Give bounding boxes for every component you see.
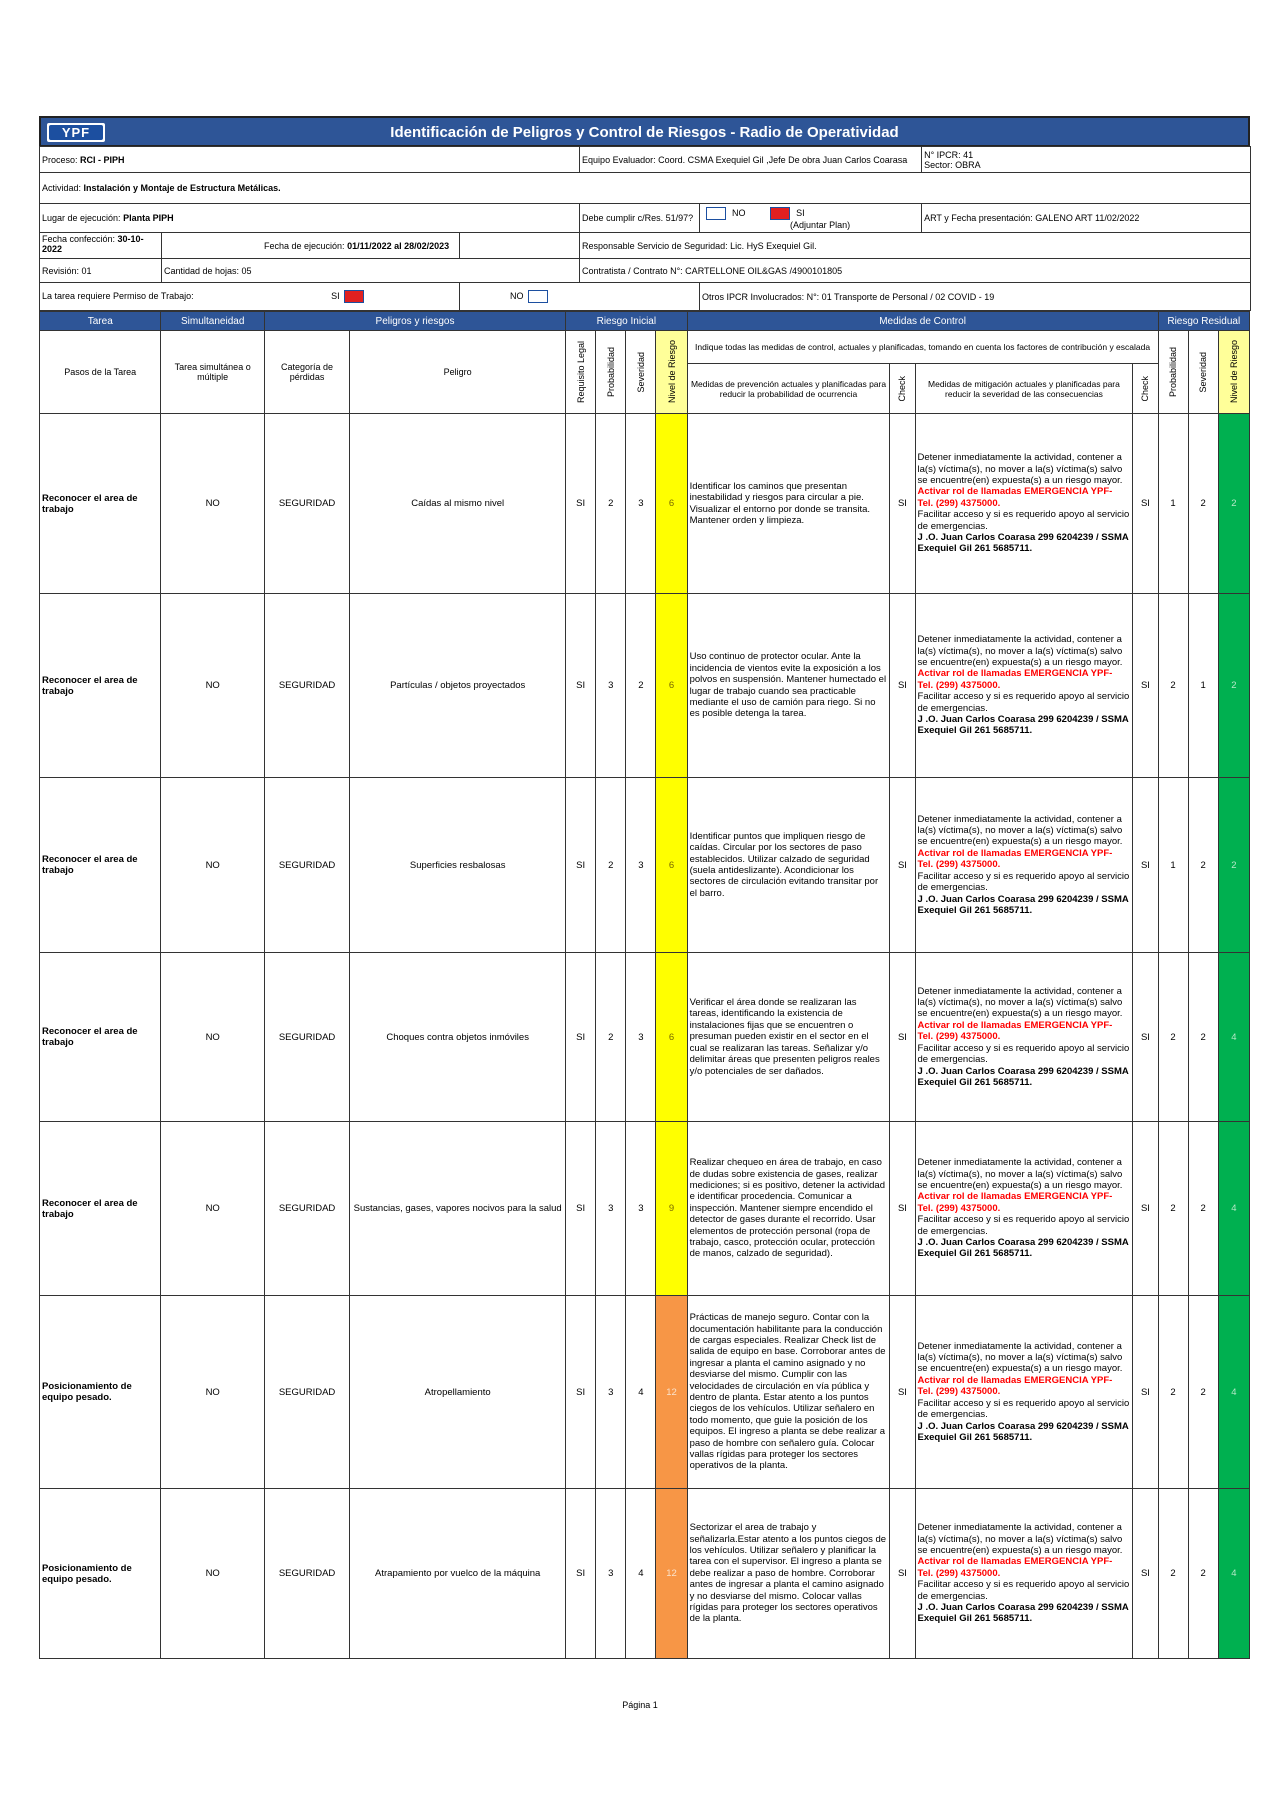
check-prevencion: SI	[890, 1122, 915, 1296]
peligro-value: Atropellamiento	[350, 1296, 566, 1489]
fecha-ejecucion-value: 01/11/2022 al 28/02/2023	[347, 240, 450, 251]
col-res-nivel	[1218, 331, 1249, 414]
probabilidad-value: 2	[596, 778, 626, 953]
risk-rows	[40, 414, 1250, 1659]
col-requisito-label: Requisito Legal	[575, 340, 586, 404]
permiso-no-label: NO	[510, 290, 524, 301]
residual-probabilidad: 2	[1158, 1122, 1188, 1296]
nivel-riesgo-value: 9	[656, 1122, 687, 1296]
risk-table	[39, 311, 1250, 1659]
table-row	[40, 594, 1250, 778]
col-nivel-label: Nivel de Riesgo	[666, 340, 677, 404]
mitigacion-contacts: J .O. Juan Carlos Coarasa 299 6204239 / SSMA Exequiel Gil 261 5685711.	[917, 893, 1129, 916]
mitigacion-text	[915, 594, 1133, 778]
art-fecha: ART y Fecha presentación: GALENO ART 11/02/2022	[922, 204, 1251, 233]
info-table	[39, 146, 1251, 311]
contratista: Contratista / Contrato N°: CARTELLONE OIL&GAS /4900101805	[580, 259, 1251, 283]
lugar-value: Planta PIPH	[123, 213, 174, 223]
col-res-probabilidad-label: Probabilidad	[1168, 346, 1179, 398]
check-prevencion: SI	[890, 953, 915, 1122]
mitigacion-contacts: J .O. Juan Carlos Coarasa 299 6204239 / SSMA Exequiel Gil 261 5685711.	[917, 714, 1129, 737]
no-checkbox[interactable]	[706, 207, 726, 220]
group-simultaneidad: Simultaneidad	[161, 312, 264, 331]
severidad-value: 4	[626, 1296, 656, 1489]
mitigacion-emergency: Activar rol de llamadas EMERGENCIA YPF- Tel. (299) 4375000.	[917, 486, 1113, 509]
group-header-row	[40, 312, 1250, 331]
check-prevencion: SI	[890, 594, 915, 778]
mitigacion-contacts: J .O. Juan Carlos Coarasa 299 6204239 / SSMA Exequiel Gil 261 5685711.	[917, 532, 1129, 555]
prevencion-text: Realizar chequeo en área de trabajo, en caso de dudas sobre existencia de gases, realizar mediciones; si es positivo, detener la actividad e identificar procedencia. Comunicar a inspección. Mantener siempre encendido el detector de gases durante el recorrido. Usar elementos de protección personal (ropa de trabajo, casco, protección ocular, protección de manos, calzado de seguridad).	[687, 1122, 890, 1296]
mitigacion-part3: Facilitar acceso y si es requerido apoyo al servicio de emergencias.	[917, 870, 1130, 894]
empty-cell	[460, 233, 580, 259]
fecha-ejecucion-label: Fecha de ejecución:	[264, 240, 348, 251]
prevencion-text: Sectorizar el area de trabajo y señalizarla.Estar atento a los puntos ciegos de los vehículos. Utilizar señalero y planificar la tarea con el supervisor. El ingreso a planta se debe realizar a paso de hombre. Corroborar antes de ingresar a planta el camino asignado y no desviarse del mismo. Colocar vallas rígidas para proteger los sectores operativos de la planta.	[687, 1489, 890, 1659]
equipo-evaluador: Equipo Evaluador: Coord. CSMA Exequiel Gil ,Jefe De obra Juan Carlos Coarasa	[580, 147, 922, 173]
residual-severidad: 2	[1188, 414, 1218, 594]
peligro-value: Caídas al mismo nivel	[350, 414, 566, 594]
nivel-riesgo-value: 12	[656, 1489, 687, 1659]
no-label: NO	[732, 207, 746, 218]
col-severidad	[626, 331, 656, 414]
col-peligro: Peligro	[350, 331, 566, 414]
check-mitigacion: SI	[1133, 778, 1158, 953]
task-step: Reconocer el area de trabajo	[40, 1122, 161, 1296]
nivel-riesgo-value: 6	[656, 594, 687, 778]
requisito-value: SI	[566, 1296, 596, 1489]
group-riesgo-residual: Riesgo Residual	[1158, 312, 1249, 331]
title-bar	[39, 116, 1250, 146]
col-prevencion: Medidas de prevención actuales y planificadas para reducir la probabilidad de ocurrencia	[687, 364, 890, 414]
debe-cumplir-label: Debe cumplir c/Res. 51/97?	[580, 204, 700, 233]
table-row	[40, 1122, 1250, 1296]
requisito-value: SI	[566, 778, 596, 953]
group-peligros: Peligros y riesgos	[264, 312, 565, 331]
residual-severidad: 1	[1188, 594, 1218, 778]
col-res-probabilidad	[1158, 331, 1188, 414]
residual-nivel: 2	[1218, 778, 1249, 953]
group-tarea: Tarea	[40, 312, 161, 331]
page-title: Identificación de Peligros y Control de Riesgos - Radio de Operatividad	[390, 124, 899, 141]
col-requisito	[566, 331, 596, 414]
check-mitigacion: SI	[1133, 953, 1158, 1122]
prevencion-text: Identificar puntos que impliquen riesgo de caídas. Circular por los sectores de paso establecidos. Utilizar calzado de seguridad (suela antideslizante). Acondicionar los sectores de circulación evitando transitar por el barro.	[687, 778, 890, 953]
ypf-logo-text: YPF	[49, 125, 103, 140]
ipcr-sector-cell	[922, 147, 1251, 173]
categoria-value: SEGURIDAD	[264, 594, 349, 778]
simultanea-value: NO	[161, 1296, 264, 1489]
check-prevencion: SI	[890, 778, 915, 953]
prevencion-text: Identificar los caminos que presentan inestabilidad y riesgos para circular a pie. Visualizar el entorno por donde se transita. Mantener orden y limpieza.	[687, 414, 890, 594]
check-prevencion: SI	[890, 1296, 915, 1489]
mitigacion-emergency: Activar rol de llamadas EMERGENCIA YPF- Tel. (299) 4375000.	[917, 1019, 1113, 1043]
col-check1	[890, 364, 915, 414]
mitigacion-part3: Facilitar acceso y si es requerido apoyo al servicio de emergencias.	[917, 691, 1130, 714]
nivel-riesgo-value: 6	[656, 778, 687, 953]
severidad-value: 4	[626, 1489, 656, 1659]
mitigacion-part1: Detener inmediatamente la actividad, contener a la(s) víctima(s), no mover a la(s) víctima(s) salvo se encuentre(en) expuesta(s) a un riesgo mayor.	[917, 1522, 1123, 1556]
prevencion-text: Prácticas de manejo seguro. Contar con la documentación habilitante para la conducción de cargas especiales. Realizar Check list de salida de equipo en base. Corroborar antes de ingresar a planta el camino asignado y no desviarse del mismo. Cumplir con las velocidades de circulación en vía pública y dentro de planta. Estar atento a los puntos ciegos de los vehículos. Utilizar señalero en todo momento, que guie la posición de los equipos. El ingreso a planta se debe realizar a paso de hombre con señalero guía. Colocar vallas rígidas para proteger los sectores operativos de la planta.	[687, 1296, 890, 1489]
mitigacion-contacts: J .O. Juan Carlos Coarasa 299 6204239 / SSMA Exequiel Gil 261 5685711.	[917, 1237, 1129, 1260]
residual-nivel: 4	[1218, 953, 1249, 1122]
severidad-value: 3	[626, 414, 656, 594]
categoria-value: SEGURIDAD	[264, 1489, 349, 1659]
col-simultanea: Tarea simultánea o múltiple	[161, 331, 264, 414]
table-row	[40, 953, 1250, 1122]
fecha-confeccion-label: Fecha confección:	[42, 234, 118, 244]
requisito-value: SI	[566, 414, 596, 594]
residual-probabilidad: 2	[1158, 953, 1188, 1122]
group-medidas: Medidas de Control	[687, 312, 1158, 331]
mitigacion-text	[915, 1296, 1133, 1489]
severidad-value: 3	[626, 953, 656, 1122]
col-res-severidad-label: Severidad	[1198, 351, 1209, 393]
requisito-value: SI	[566, 594, 596, 778]
task-step: Reconocer el area de trabajo	[40, 953, 161, 1122]
mitigacion-contacts: J .O. Juan Carlos Coarasa 299 6204239 / SSMA Exequiel Gil 261 5685711.	[917, 1420, 1129, 1443]
ipcr-number: N° IPCR: 41	[924, 149, 974, 160]
task-step: Reconocer el area de trabajo	[40, 594, 161, 778]
task-step: Reconocer el area de trabajo	[40, 778, 161, 953]
severidad-value: 3	[626, 778, 656, 953]
task-step: Posicionamiento de equipo pesado.	[40, 1489, 161, 1659]
residual-severidad: 2	[1188, 1296, 1218, 1489]
actividad-value: Instalación y Montaje de Estructura Metálicas.	[83, 183, 281, 193]
check-mitigacion: SI	[1133, 414, 1158, 594]
probabilidad-value: 3	[596, 594, 626, 778]
col-check2-label: Check	[1140, 375, 1151, 402]
cantidad-hojas: Cantidad de hojas: 05	[162, 259, 580, 283]
permiso-si-label: SI	[331, 290, 340, 301]
probabilidad-value: 3	[596, 1296, 626, 1489]
mitigacion-text	[915, 1489, 1133, 1659]
peligro-value: Partículas / objetos proyectados	[350, 594, 566, 778]
prevencion-text: Verificar el área donde se realizaran las tareas, identificando la existencia de instalaciones fijas que se encuentren o presuman pueden existir en el sector en el cual se realizaran las tareas. Señalizar y/o delimitar áreas que presenten peligros reales y/o potenciales de ser dañados.	[687, 953, 890, 1122]
fecha-ejecucion-cell	[162, 233, 460, 259]
col-mitigacion: Medidas de mitigación actuales y planificadas para reducir la severidad de las consecuencias	[915, 364, 1133, 414]
si-checkbox-checked[interactable]	[770, 207, 790, 220]
adjuntar-plan: (Adjuntar Plan)	[790, 219, 851, 230]
simultanea-value: NO	[161, 778, 264, 953]
col-severidad-label: Severidad	[635, 351, 646, 393]
col-check2	[1133, 364, 1158, 414]
actividad-label: Actividad:	[42, 183, 84, 193]
categoria-value: SEGURIDAD	[264, 1296, 349, 1489]
mitigacion-part1: Detener inmediatamente la actividad, contener a la(s) víctima(s), no mover a la(s) víctima(s) salvo se encuentre(en) expuesta(s) a un riesgo mayor.	[917, 1157, 1123, 1191]
si-label: SI	[796, 207, 805, 218]
residual-severidad: 2	[1188, 1489, 1218, 1659]
mitigacion-part1: Detener inmediatamente la actividad, contener a la(s) víctima(s), no mover a la(s) víctima(s) salvo se encuentre(en) expuesta(s) a un riesgo mayor.	[917, 985, 1123, 1020]
col-probabilidad	[596, 331, 626, 414]
categoria-value: SEGURIDAD	[264, 953, 349, 1122]
simultanea-value: NO	[161, 1489, 264, 1659]
nivel-riesgo-value: 6	[656, 953, 687, 1122]
peligro-value: Choques contra objetos inmóviles	[350, 953, 566, 1122]
check-prevencion: SI	[890, 1489, 915, 1659]
sector: Sector: OBRA	[924, 159, 981, 170]
residual-probabilidad: 2	[1158, 1296, 1188, 1489]
mitigacion-emergency: Activar rol de llamadas EMERGENCIA YPF- Tel. (299) 4375000.	[917, 1374, 1113, 1398]
mitigacion-emergency: Activar rol de llamadas EMERGENCIA YPF- Tel. (299) 4375000.	[917, 847, 1113, 871]
requisito-value: SI	[566, 1489, 596, 1659]
mitigacion-text	[915, 414, 1133, 594]
col-res-severidad	[1188, 331, 1218, 414]
simultanea-value: NO	[161, 953, 264, 1122]
check-mitigacion: SI	[1133, 594, 1158, 778]
revision: Revisión: 01	[40, 259, 162, 283]
mitigacion-part1: Detener inmediatamente la actividad, contener a la(s) víctima(s), no mover a la(s) víctima(s) salvo se encuentre(en) expuesta(s) a un riesgo mayor.	[917, 1340, 1123, 1375]
proceso-value: RCI - PIPH	[80, 154, 125, 165]
col-categoria: Categoría de pérdidas	[264, 331, 349, 414]
probabilidad-value: 3	[596, 1489, 626, 1659]
categoria-value: SEGURIDAD	[264, 1122, 349, 1296]
peligro-value: Atrapamiento por vuelco de la máquina	[350, 1489, 566, 1659]
ipcr-sheet	[39, 116, 1250, 1659]
table-row	[40, 778, 1250, 953]
permiso-cell	[40, 283, 460, 311]
page-number: Página 1	[622, 1700, 658, 1710]
permiso-si-checkbox-checked[interactable]	[344, 290, 364, 303]
mitigacion-emergency: Activar rol de llamadas EMERGENCIA YPF- Tel. (299) 4375000.	[917, 1556, 1113, 1579]
mitigacion-text	[915, 778, 1133, 953]
simultanea-value: NO	[161, 414, 264, 594]
mitigacion-part3: Facilitar acceso y si es requerido apoyo al servicio de emergencias.	[917, 1397, 1130, 1421]
categoria-value: SEGURIDAD	[264, 778, 349, 953]
residual-nivel: 4	[1218, 1489, 1249, 1659]
task-step: Posicionamiento de equipo pesado.	[40, 1296, 161, 1489]
residual-severidad: 2	[1188, 1122, 1218, 1296]
mitigacion-text	[915, 953, 1133, 1122]
actividad-cell	[40, 173, 1251, 204]
mitigacion-emergency: Activar rol de llamadas EMERGENCIA YPF- Tel. (299) 4375000.	[917, 668, 1113, 691]
residual-nivel: 2	[1218, 414, 1249, 594]
mitigacion-contacts: J .O. Juan Carlos Coarasa 299 6204239 / SSMA Exequiel Gil 261 5685711.	[917, 1602, 1129, 1625]
prevencion-text: Uso continuo de protector ocular. Ante la incidencia de vientos evite la exposición a los polvos en suspensión. Mantener humectado el lugar de trabajo cuando sea practicable mediante el uso de camión para riego. Si no es posible detenga la tarea.	[687, 594, 890, 778]
proceso-label: Proceso:	[42, 154, 81, 165]
categoria-value: SEGURIDAD	[264, 414, 349, 594]
residual-probabilidad: 1	[1158, 778, 1188, 953]
mitigacion-part3: Facilitar acceso y si es requerido apoyo al servicio de emergencias.	[917, 509, 1130, 532]
check-mitigacion: SI	[1133, 1122, 1158, 1296]
residual-probabilidad: 1	[1158, 414, 1188, 594]
fecha-confeccion-value: 30-10-2022	[42, 234, 144, 254]
probabilidad-value: 2	[596, 414, 626, 594]
mitigacion-part3: Facilitar acceso y si es requerido apoyo al servicio de emergencias.	[917, 1214, 1130, 1237]
severidad-value: 2	[626, 594, 656, 778]
residual-probabilidad: 2	[1158, 1489, 1188, 1659]
col-pasos: Pasos de la Tarea	[40, 331, 161, 414]
peligro-value: Superficies resbalosas	[350, 778, 566, 953]
mitigacion-text	[915, 1122, 1133, 1296]
table-row	[40, 1489, 1250, 1659]
mitigacion-emergency: Activar rol de llamadas EMERGENCIA YPF- Tel. (299) 4375000.	[917, 1191, 1113, 1214]
mitigacion-part3: Facilitar acceso y si es requerido apoyo al servicio de emergencias.	[917, 1579, 1130, 1602]
col-nivel	[656, 331, 687, 414]
permiso-label: La tarea requiere Permiso de Trabajo:	[42, 290, 194, 301]
mitigacion-part1: Detener inmediatamente la actividad, contener a la(s) víctima(s), no mover a la(s) víctima(s) salvo se encuentre(en) expuesta(s) a un riesgo mayor.	[917, 452, 1123, 486]
mitigacion-part1: Detener inmediatamente la actividad, contener a la(s) víctima(s), no mover a la(s) víctima(s) salvo se encuentre(en) expuesta(s) a un riesgo mayor.	[917, 813, 1123, 848]
permiso-no-cell	[460, 283, 700, 311]
lugar-label: Lugar de ejecución:	[42, 213, 124, 223]
proceso-cell	[40, 147, 580, 173]
col-probabilidad-label: Probabilidad	[605, 346, 616, 398]
residual-nivel: 2	[1218, 594, 1249, 778]
fecha-confeccion-cell	[40, 233, 162, 259]
table-row	[40, 1296, 1250, 1489]
severidad-value: 3	[626, 1122, 656, 1296]
simultanea-value: NO	[161, 594, 264, 778]
table-row	[40, 414, 1250, 594]
col-check1-label: Check	[897, 375, 908, 402]
otros-ipcr: Otros IPCR Involucrados: N°: 01 Transporte de Personal / 02 COVID - 19	[700, 283, 1251, 311]
requisito-value: SI	[566, 1122, 596, 1296]
residual-probabilidad: 2	[1158, 594, 1188, 778]
nivel-riesgo-value: 6	[656, 414, 687, 594]
residual-severidad: 2	[1188, 778, 1218, 953]
responsable-seguridad: Responsable Servicio de Seguridad: Lic. HyS Exequiel Gil.	[580, 233, 1251, 259]
peligro-value: Sustancias, gases, vapores nocivos para la salud	[350, 1122, 566, 1296]
res-checkboxes	[700, 204, 922, 233]
requisito-value: SI	[566, 953, 596, 1122]
task-step: Reconocer el area de trabajo	[40, 414, 161, 594]
group-riesgo-inicial: Riesgo Inicial	[566, 312, 688, 331]
residual-severidad: 2	[1188, 953, 1218, 1122]
col-res-nivel-label: Nivel de Riesgo	[1228, 340, 1239, 404]
lugar-cell	[40, 204, 580, 233]
nivel-riesgo-value: 12	[656, 1296, 687, 1489]
probabilidad-value: 3	[596, 1122, 626, 1296]
col-indique: Indique todas las medidas de control, actuales y planificadas, tomando en cuenta los factores de contribución y escalada	[687, 331, 1158, 364]
permiso-no-checkbox[interactable]	[528, 290, 548, 303]
residual-nivel: 4	[1218, 1296, 1249, 1489]
check-mitigacion: SI	[1133, 1489, 1158, 1659]
mitigacion-part1: Detener inmediatamente la actividad, contener a la(s) víctima(s), no mover a la(s) víctima(s) salvo se encuentre(en) expuesta(s) a un riesgo mayor.	[917, 634, 1123, 668]
check-mitigacion: SI	[1133, 1296, 1158, 1489]
check-prevencion: SI	[890, 414, 915, 594]
simultanea-value: NO	[161, 1122, 264, 1296]
mitigacion-part3: Facilitar acceso y si es requerido apoyo al servicio de emergencias.	[917, 1042, 1130, 1066]
residual-nivel: 4	[1218, 1122, 1249, 1296]
mitigacion-contacts: J .O. Juan Carlos Coarasa 299 6204239 / SSMA Exequiel Gil 261 5685711.	[917, 1065, 1129, 1088]
probabilidad-value: 2	[596, 953, 626, 1122]
